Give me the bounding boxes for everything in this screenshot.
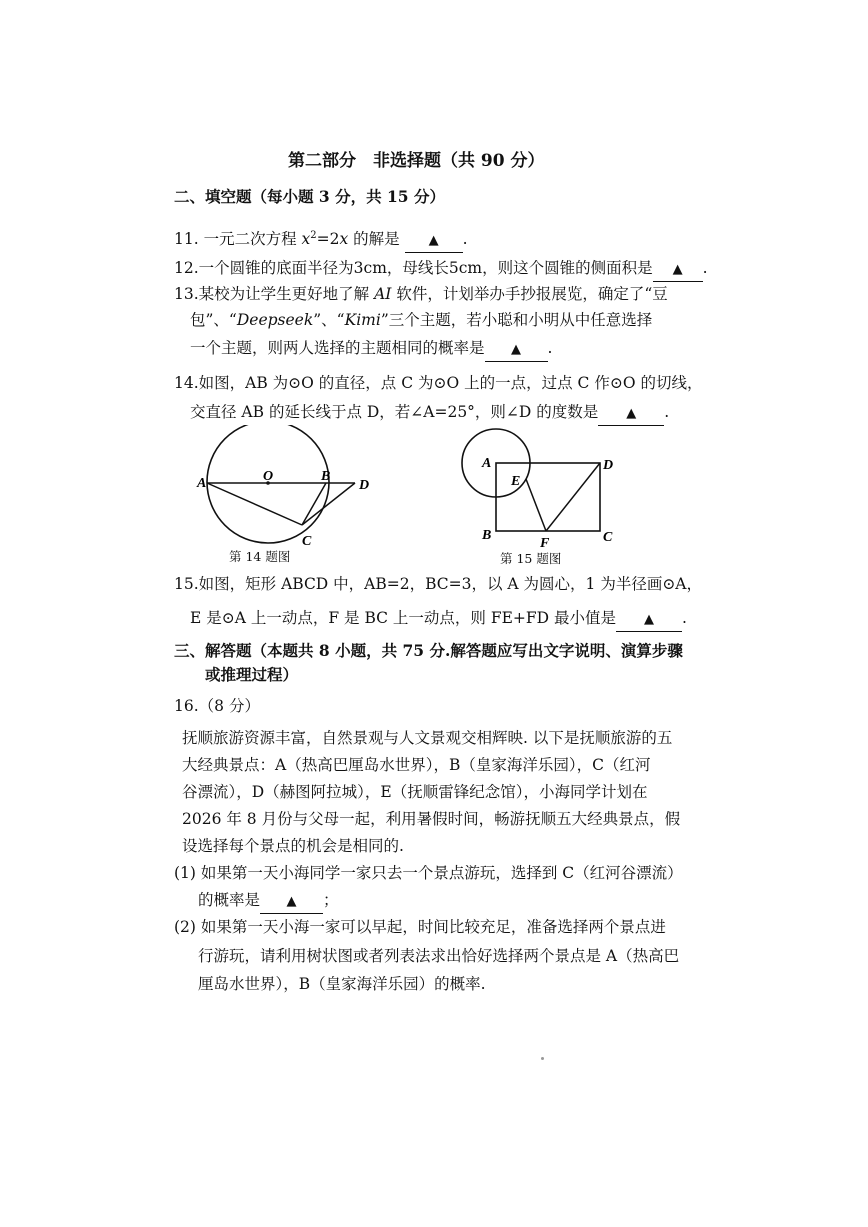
question-14-line2: 交直径 AB 的延长线于点 D，若∠A=25°，则∠D 的度数是 ▲ . [190, 401, 669, 426]
label-d: D [359, 478, 370, 493]
q16-para-line1: 抚顺旅游资源丰富，自然景观与人文景观交相辉映. 以下是抚顺旅游的五 [182, 729, 673, 747]
label-b: B [482, 528, 492, 543]
question-15-line2: E 是⊙A 上一动点，F 是 BC 上一动点，则 FE+FD 最小值是 ▲ . [190, 607, 687, 632]
label-b: B [321, 469, 331, 484]
label-c: C [302, 534, 312, 549]
question-13-line3: 一个主题，则两人选择的主题相同的概率是 ▲ . [190, 337, 552, 362]
question-14-line1: 14.如图，AB 为⊙O 的直径，点 C 为⊙O 上的一点，过点 C 作⊙O 的切线， [174, 374, 703, 392]
figure-14-caption: 第 14 题图 [229, 549, 291, 564]
q16-para-line2: 大经典景点：A（热高巴厘岛水世界），B（皇家海洋乐园），C（红河 [182, 756, 651, 774]
section3-heading-line1: 三、解答题（本题共 8 小题，共 75 分.解答题应写出文字说明、演算步骤 [174, 641, 683, 660]
q16-para-line4: 2026 年 8 月份与父母一起，利用暑假时间，畅游抚顺五大经典景点，假 [182, 810, 681, 828]
label-f: F [540, 536, 550, 550]
segment-bc [302, 483, 326, 525]
question-15-line1: 15.如图，矩形 ABCD 中，AB=2，BC=3，以 A 为圆心，1 为半径画⊙A， [174, 575, 703, 593]
label-a: A [482, 456, 492, 471]
figure-14 [195, 425, 385, 550]
answer-blank-13: ▲ [485, 337, 548, 362]
question-16-label: 16.（8 分） [174, 697, 260, 715]
answer-blank-16-1: ▲ [260, 889, 323, 914]
question-13-line1: 13.某校为让学生更好地了解 AI 软件，计划举办手抄报展览，确定了“豆 [174, 285, 668, 303]
label-e: E [511, 474, 521, 489]
question-12: 12.一个圆锥的底面半径为3cm，母线长5cm，则这个圆锥的侧面积是 ▲ . [174, 257, 708, 282]
answer-blank-11: ▲ [405, 228, 463, 253]
q16-para-line5: 设选择每个景点的机会是相同的. [182, 837, 404, 855]
question-11: 11. 一元二次方程 $x^2=2x$ 的解是 ▲ . [174, 225, 468, 253]
q16-sub1-line1: (1) 如果第一天小海同学一家只去一个景点游玩，选择到 C（红河谷漂流） [174, 864, 683, 882]
q16-sub2-line1: (2) 如果第一天小海一家可以早起，时间比较充足，准备选择两个景点进 [174, 918, 666, 936]
q16-para-line3: 谷漂流），D（赫图阿拉城），E（抚顺雷锋纪念馆），小海同学计划在 [182, 783, 648, 801]
section2-heading: 二、填空题（每小题 3 分，共 15 分） [174, 187, 445, 206]
label-o: O [263, 469, 274, 484]
label-a: A [197, 476, 207, 491]
q16-sub2-line2: 行游玩，请利用树状图或者列表法求出恰好选择两个景点是 A（热高巴 [198, 947, 680, 965]
part-title: 第二部分 非选择题（共 90 分） [288, 151, 545, 171]
section3-heading-line2: 或推理过程） [205, 665, 299, 684]
scan-speck [541, 1057, 544, 1060]
segment-ef [526, 479, 546, 531]
q16-sub2-line3: 厘岛水世界），B（皇家海洋乐园）的概率. [198, 975, 486, 993]
q16-sub1-line2: 的概率是 ▲ ； [198, 889, 339, 914]
label-d: D [603, 458, 614, 473]
label-c: C [603, 530, 613, 545]
figure-15 [458, 425, 628, 550]
answer-blank-12: ▲ [653, 257, 703, 282]
question-13-line2: 包”、“Deepseek”、“Kimi”三个主题，若小聪和小明从中任意选择 [190, 311, 653, 329]
figure-15-caption: 第 15 题图 [500, 551, 562, 566]
segment-fd [546, 463, 600, 531]
answer-blank-14: ▲ [598, 401, 664, 426]
segment-ac [207, 483, 302, 525]
answer-blank-15: ▲ [616, 607, 682, 632]
